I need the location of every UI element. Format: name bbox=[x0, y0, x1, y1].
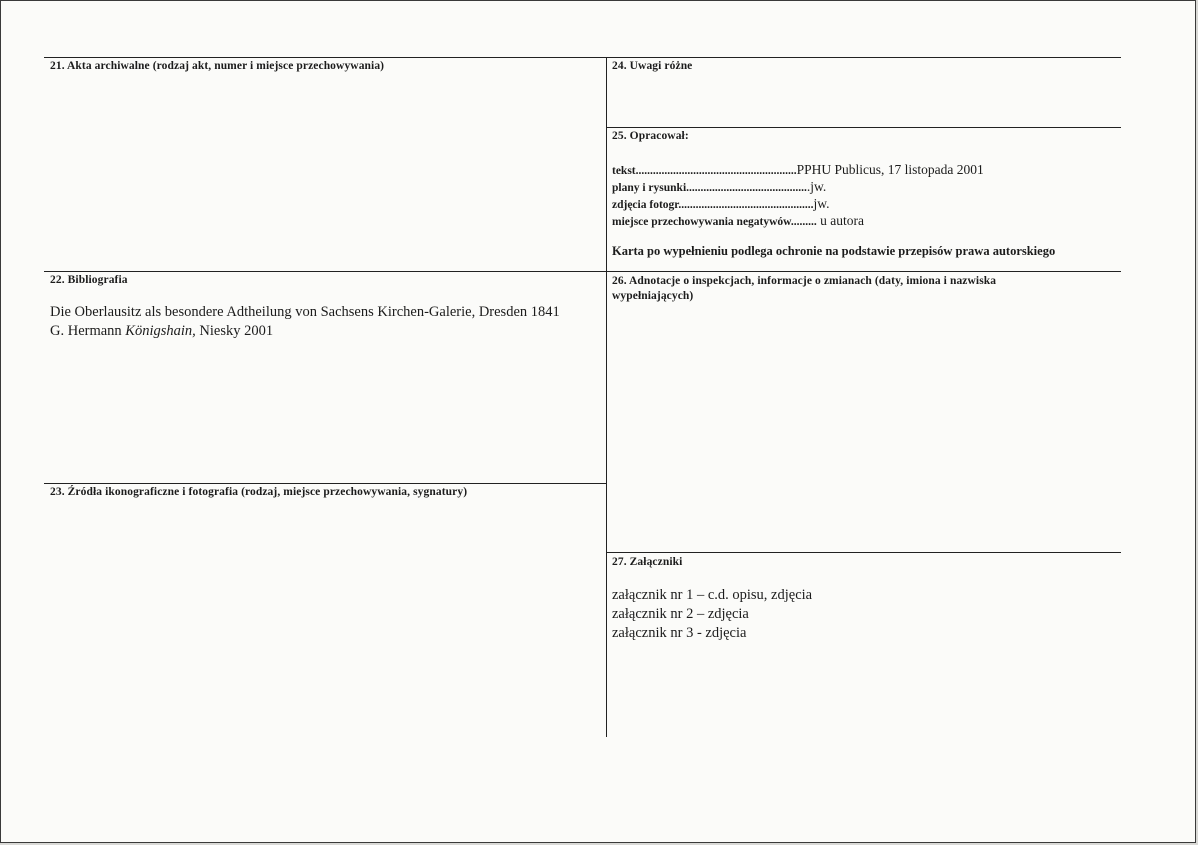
credit-photos-dots: .............................................. bbox=[681, 199, 814, 211]
credit-negatives-dots: ......... bbox=[790, 216, 817, 228]
credit-negatives-row bbox=[612, 212, 984, 229]
column-divider bbox=[606, 57, 607, 737]
top-rule bbox=[44, 57, 1121, 58]
section-26-label: 26. Adnotacje o inspekcjach, informacje o zmianach (daty, imiona i nazwiska wypełniających) bbox=[612, 275, 997, 302]
credit-negatives-key: miejsce przechowywania negatywów bbox=[612, 216, 791, 228]
bibliography-line-2 bbox=[50, 322, 273, 341]
credit-text-dots: ........................................................ bbox=[635, 165, 797, 177]
bibliography-line-1: Die Oberlausitz als besondere Adtheilung von Sachsens Kirchen-Galerie, Dresden 1841 bbox=[50, 304, 560, 320]
credit-plans-key: plany i rysunki bbox=[612, 182, 687, 194]
attachment-1: załącznik nr 1 – c.d. opisu, zdjęcia bbox=[612, 587, 813, 603]
bibliography-place-year: Niesky 2001 bbox=[195, 323, 274, 339]
credit-plans-value: .jw. bbox=[806, 179, 827, 194]
section-21-label: 21. Akta archiwalne (rodzaj akt, numer i miejsce przechowywania) bbox=[50, 60, 385, 72]
attachment-3: załącznik nr 3 - zdjęcia bbox=[612, 625, 747, 641]
credit-photos-key: zdjęcia fotogr. bbox=[612, 199, 682, 211]
section-22-label: 22. Bibliografia bbox=[50, 274, 128, 286]
section-27-label: 27. Załączniki bbox=[612, 556, 683, 568]
copyright-notice: Karta po wypełnieniu podlega ochronie na podstawie przepisów prawa autorskiego bbox=[612, 244, 1056, 258]
bibliography-author: G. Hermann bbox=[50, 323, 126, 339]
section-25-credits bbox=[612, 161, 984, 229]
credit-negatives-value: u autora bbox=[816, 213, 864, 228]
section-23-label: 23. Źródła ikonograficzne i fotografia (rodzaj, miejsce przechowywania, sygnatury) bbox=[50, 486, 468, 498]
credit-photos-row bbox=[612, 195, 984, 212]
rule-21-22 bbox=[44, 271, 1121, 272]
credit-photos-value: jw. bbox=[813, 196, 830, 211]
attachment-2: załącznik nr 2 – zdjęcia bbox=[612, 606, 749, 622]
credit-text-key: tekst bbox=[612, 165, 636, 177]
section-25-label: 25. Opracował: bbox=[612, 130, 689, 142]
rule-24-25 bbox=[606, 127, 1121, 128]
credit-text-value: PPHU Publicus, 17 listopada 2001 bbox=[796, 162, 984, 177]
credit-plans-dots: .......................................... bbox=[686, 182, 807, 194]
credit-plans-row bbox=[612, 178, 984, 195]
section-24-label: 24. Uwagi różne bbox=[612, 60, 693, 72]
rule-22-23 bbox=[44, 483, 606, 484]
credit-text-row bbox=[612, 161, 984, 178]
rule-26-27 bbox=[606, 552, 1121, 553]
bibliography-title: Königshain, bbox=[125, 323, 196, 339]
